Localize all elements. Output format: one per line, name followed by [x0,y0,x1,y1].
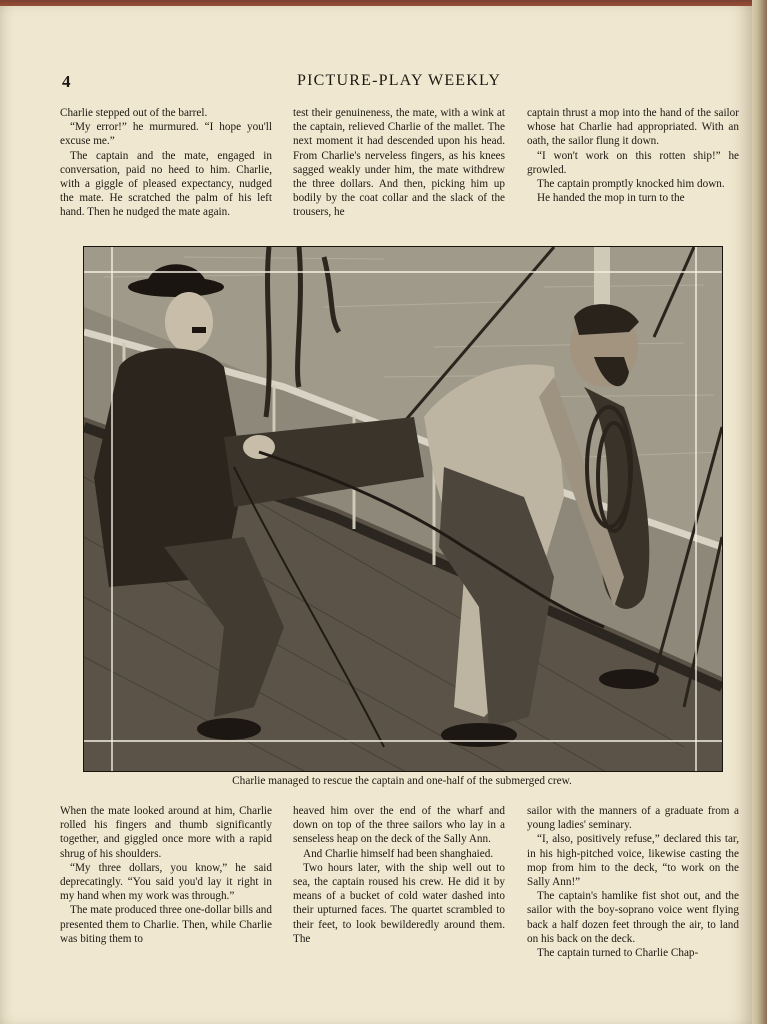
photograph [83,246,723,772]
photo-illustration [84,247,722,771]
paragraph: The captain and the mate, engaged in conversation, paid no heed to him. Charlie, with a giggle of pleased expectancy, nudged the mate. He scratched the palm of his left hand. Then he nudged the mate again. [60,149,272,219]
paragraph: He handed the mop in turn to the [537,192,685,205]
paragraph: When the mate looked around at him, Charlie rolled his fingers and thumb significantly together, and giggled once more with a rapid shrug of his shoulders. [60,805,272,860]
bottom-column-3 [527,804,739,960]
paragraph: The captain promptly knocked him down. [537,178,725,191]
running-header [62,72,742,94]
paragraph: captain thrust a mop into the hand of the sailor whose hat Charlie had appropriated. With an oath, the sailor flung it down. [527,107,739,148]
paragraph: Two hours later, with the ship well out to sea, the captain roused his crew. He did it by means of a bucket of cold water dashed into their upturned faces. The quartet scrambled to their feet, to look bewilderedly around them. The [293,861,505,945]
photo-caption: Charlie managed to rescue the captain and one-half of the submerged crew. [232,775,572,787]
paragraph: The captain's hamlike fist shot out, and the sailor with the boy-soprano voice went flying back a half dozen feet through the air, to land on his back on the deck. [527,890,739,945]
paragraph: Charlie stepped out of the barrel. [60,107,208,119]
paragraph: “I won't work on this rotten ship!” he growled. [527,149,739,176]
paragraph: sailor with the manners of a graduate from a young ladies' seminary. [527,805,739,832]
bottom-column-1 [60,804,272,946]
running-title: PICTURE-PLAY WEEKLY [297,72,502,89]
top-column-2 [293,106,505,220]
paragraph: test their genuineness, the mate, with a wink at the captain, relieved Charlie of the mallet. The next moment it had descended upon his head. From Charlie's nerveless fingers, as his knees sagged weakly under him, the mate withdrew the three dollars. And then, picking him up bodily by the coat collar and the slack of the trousers, he [293,107,505,219]
paragraph: The captain turned to Charlie Chap- [537,947,699,960]
top-column-1 [60,106,272,220]
paragraph: And Charlie himself had been shanghaied. [303,847,494,860]
paragraph: “I, also, positively refuse,” declared this tar, in his high-pitched voice, likewise casting the mop from him to the deck, “to work on the Sally Ann!” [527,833,739,889]
paragraph: The mate produced three one-dollar bills and presented them to Charlie. Then, while Charlie was biting them to [60,904,272,945]
page-number: 4 [62,72,71,91]
page-edge-shadow [752,0,767,1024]
top-column-3 [527,106,739,205]
paragraph: “My error!” he murmured. “I hope you'll excuse me.” [60,121,272,148]
paragraph: “My three dollars, you know,” he said deprecatingly. “You said you'd lay it right in my hand when my work was through.” [60,861,272,903]
paragraph: heaved him over the end of the wharf and down on top of the three sailors who lay in a senseless heap on the deck of the Sally Ann. [293,805,505,846]
bottom-column-2 [293,804,505,946]
